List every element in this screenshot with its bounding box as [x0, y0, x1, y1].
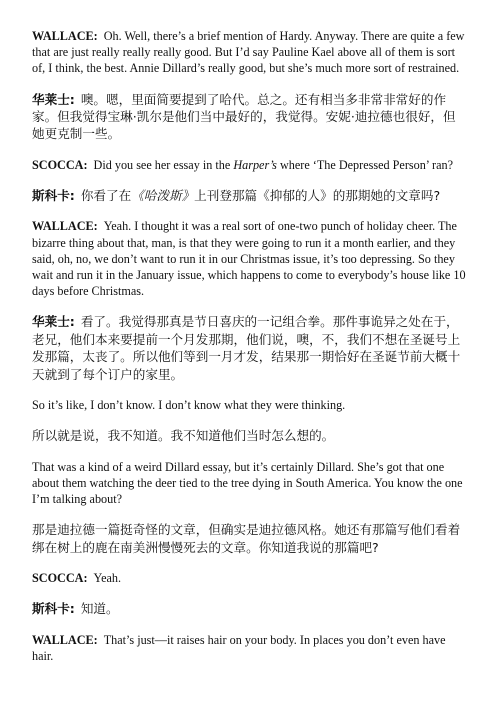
document-page	[32, 28, 468, 678]
italic-title: 《哈泼斯》	[131, 188, 195, 204]
english-paragraph	[32, 459, 468, 508]
chinese-paragraph	[32, 521, 468, 556]
paragraph-text: 噢。嗯，里面简要提到了哈代。总之。还有相当多非常非常好的作家。但我觉得宝琳·凯尔是他们当中最好的，我觉得。安妮·迪拉德也很好，但她更克制一些。	[32, 91, 456, 142]
english-paragraph	[32, 632, 468, 664]
chinese-paragraph	[32, 427, 468, 444]
chinese-paragraph	[32, 313, 468, 383]
paragraph-text: 知道。	[80, 601, 119, 617]
english-paragraph	[32, 397, 468, 413]
chinese-paragraph	[32, 600, 468, 617]
speaker-label: 斯科卡:	[32, 601, 75, 617]
paragraph-text: where ‘The Depressed Person’ ran?	[276, 157, 453, 172]
speaker-label: 斯科卡:	[32, 188, 75, 204]
paragraph-text: 看了。我觉得那真是节日喜庆的一记组合拳。那件事诡异之处在于，老兄，他们本来要提前一个月发那期，他们说，噢，不，我们不想在圣诞号上发那篇，太丧了。所以他们等到一月才发，结果那一期恰好在圣诞节前大概十天就到了每个订户的家里。	[32, 314, 461, 382]
speaker-label: SCOCCA:	[32, 157, 88, 172]
english-paragraph	[32, 218, 468, 299]
chinese-paragraph	[32, 187, 468, 204]
paragraph-text: 你看了在	[80, 188, 132, 204]
english-paragraph	[32, 157, 468, 173]
paragraph-text: 所以就是说，我不知道。我不知道他们当时怎么想的。	[32, 428, 335, 444]
paragraph-text: 那是迪拉德一篇挺奇怪的文章，但确实是迪拉德风格。她还有那篇写他们看着绑在树上的鹿在南美洲慢慢死去的文章。你知道我说的那篇吧?	[32, 522, 461, 555]
speaker-label: WALLACE:	[32, 29, 98, 43]
speaker-label: WALLACE:	[32, 632, 98, 647]
english-paragraph	[32, 570, 468, 586]
speaker-label: 华莱士:	[32, 314, 75, 330]
paragraph-text: Did you see her essay in the	[93, 157, 234, 172]
paragraph-text: 上刊登那篇《抑郁的人》的那期她的文章吗?	[194, 188, 441, 204]
paragraph-text: Yeah.	[93, 571, 122, 586]
speaker-label: WALLACE:	[32, 219, 98, 234]
chinese-paragraph	[32, 91, 468, 143]
speaker-label: 华莱士:	[32, 91, 75, 107]
paragraph-text: So it’s like, I don’t know. I don’t know what they were thinking.	[32, 398, 346, 413]
paragraph-text: Oh. Well, there’s a brief mention of Hardy. Anyway. There are quite a few that are just really really really good. But I’d say Pauline Kael above all of them is sort of, I think, the best. Annie Dillard’s really good, but she’s much more sort of restrained.	[32, 29, 465, 76]
english-paragraph	[32, 28, 468, 77]
speaker-label: SCOCCA:	[32, 571, 88, 586]
paragraph-text: That was a kind of a weird Dillard essay, but it’s certainly Dillard. She’s got that one about them watching the deer tied to the tree dying in South America. You know the one I’m talking about?	[32, 459, 463, 507]
italic-title: Harper’s	[233, 157, 277, 172]
paragraph-text: Yeah. I thought it was a real sort of one-two punch of holiday cheer. The bizarre thing about that, man, is that they were going to run it a month earlier, and they said, oh, no, we don’t want to run it in our Christmas issue, it’s too depressing. So they wait and run it in the January issue, which happens to come to everybody’s house like 10 days before Christmas.	[32, 219, 466, 299]
paragraph-text: That’s just—it raises hair on your body. In places you don’t even have hair.	[32, 632, 446, 663]
